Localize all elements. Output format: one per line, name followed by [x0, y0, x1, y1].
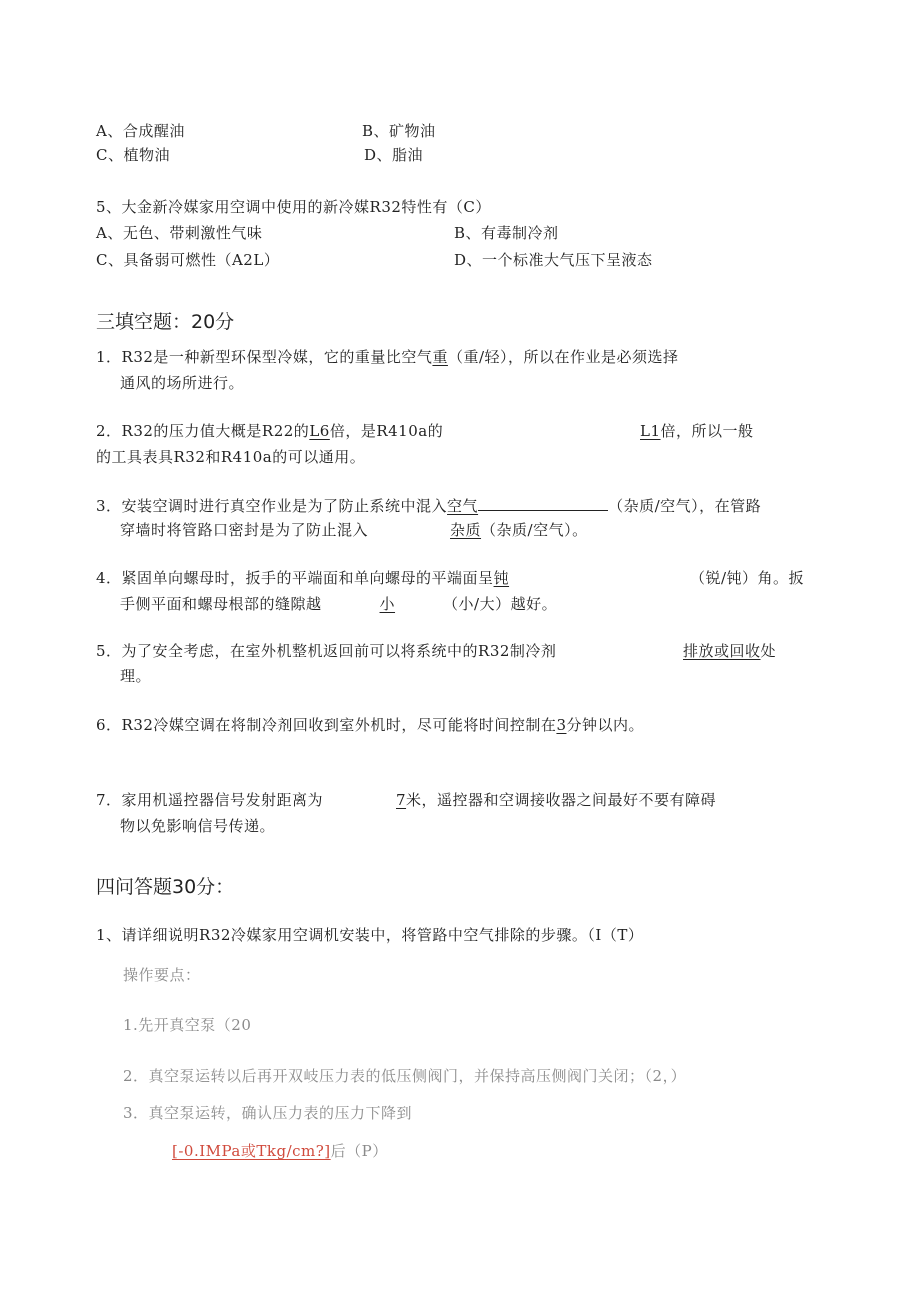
fill-5-text-post: 处	[760, 642, 777, 660]
fill-4-answer-1: 钝	[493, 569, 510, 587]
q4-option-c: C、植物油	[96, 146, 170, 164]
fill-3-line-2	[120, 520, 588, 540]
fill-7-text-post: 米，遥控器和空调接收器之间最好不要有障碍	[406, 791, 717, 809]
fill-4-text-2-post: （小/大）越好。	[443, 595, 558, 613]
essay-1-stem: 1、请详细说明R32冷媒家用空调机安装中，将管路中空气排除的步骤。（I（T）	[96, 926, 644, 944]
fill-7-answer: 7	[396, 791, 407, 809]
fill-4-line-1	[96, 568, 509, 588]
fill-1-line-2: 通风的场所进行。	[120, 374, 245, 392]
fill-3-blank-1	[478, 494, 608, 511]
essay-1-step-3-value: [-0.IMPa或Tkg/cm?]	[172, 1142, 331, 1160]
fill-2-text-post: 倍，所以一般	[660, 422, 754, 440]
fill-7-line-2: 物以免影响信号传递。	[120, 817, 276, 835]
fill-5-line-2: 理。	[120, 667, 152, 685]
q4-option-b: B、矿物油	[362, 122, 436, 140]
fill-6-answer: 3	[556, 716, 567, 734]
essay-1-step-2: 2．真空泵运转以后再开双岐压力表的低压侧阀门，并保持高压侧阀门关闭；（2，）	[123, 1067, 687, 1085]
fill-6-text-post: 分钟以内。	[566, 716, 644, 734]
fill-7-line-1-end	[396, 790, 716, 810]
section-3-heading: 三填空题：20分	[96, 311, 235, 333]
fill-3-answer-1: 空气	[447, 497, 479, 515]
essay-1-step-1: 1.先开真空泵（20	[123, 1016, 252, 1034]
q4-option-a: A、合成醒油	[96, 122, 185, 140]
essay-1-points-label: 操作要点：	[123, 966, 201, 984]
fill-3-answer-2: 杂质	[450, 521, 482, 539]
fill-1-text: 1．R32是一种新型环保型冷媒，它的重量比空气	[96, 348, 433, 366]
fill-3-text-2-post: （杂质/空气）。	[481, 521, 588, 539]
fill-2-text-mid: 倍，是R410a的	[329, 422, 444, 440]
fill-1-answer: 重	[432, 348, 448, 366]
essay-1-step-3-value-line	[172, 1141, 388, 1161]
fill-1-line-1	[96, 347, 679, 367]
q5-option-d: D、一个标准大气压下呈液态	[454, 251, 653, 269]
fill-2-answer-1: L6	[309, 422, 330, 440]
essay-1-step-3: 3．真空泵运转，确认压力表的压力下降到	[123, 1104, 413, 1122]
fill-6-line-1	[96, 715, 644, 735]
section-4-heading: 四问答题30分：	[96, 876, 235, 898]
fill-1-text-post: （重/轻），所以在作业是必须选择	[447, 348, 679, 366]
q4-option-d: D、脂油	[364, 146, 424, 164]
fill-5-line-1-end	[683, 641, 776, 661]
fill-4-line-2	[120, 594, 557, 614]
fill-3-line-1	[96, 494, 761, 516]
fill-5-line-1: 5．为了安全考虑，在室外机整机返回前可以将系统中的R32制冷剂	[96, 642, 557, 660]
fill-4-text-2: 手侧平面和螺母根部的缝隙越	[120, 595, 322, 613]
fill-2-line-1	[96, 421, 443, 441]
q5-option-c: C、具备弱可燃性（A2L）	[96, 251, 280, 269]
fill-2-line-1-end	[640, 421, 754, 441]
q5-option-a: A、无色、带刺激性气味	[96, 224, 263, 242]
fill-4-text: 4．紧固单向螺母时，扳手的平端面和单向螺母的平端面呈	[96, 569, 494, 587]
fill-2-text: 2．R32的压力值大概是R22的	[96, 422, 310, 440]
fill-3-text-2: 穿墙时将管路口密封是为了防止混入	[120, 521, 369, 539]
fill-3-text-post: （杂质/空气），在管路	[608, 497, 762, 515]
q5-stem: 5、大金新冷媒家用空调中使用的新冷媒R32特性有（C）	[96, 198, 491, 216]
fill-2-line-2: 的工具表具R32和R410a的可以通用。	[96, 448, 366, 466]
fill-4-answer-2: 小	[379, 595, 396, 613]
fill-5-answer: 排放或回收	[683, 642, 761, 660]
fill-7-line-1: 7．家用机遥控器信号发射距离为	[96, 791, 324, 809]
fill-4-line-1-end: （锐/钝）角。扳	[690, 569, 805, 587]
fill-2-answer-2: L1	[640, 422, 661, 440]
essay-1-step-3-post: 后（P）	[330, 1142, 388, 1160]
fill-6-text: 6．R32冷媒空调在将制冷剂回收到室外机时，尽可能将时间控制在	[96, 716, 557, 734]
q5-option-b: B、有毒制冷剂	[454, 224, 559, 242]
fill-3-text: 3．安装空调时进行真空作业是为了防止系统中混入	[96, 497, 448, 515]
